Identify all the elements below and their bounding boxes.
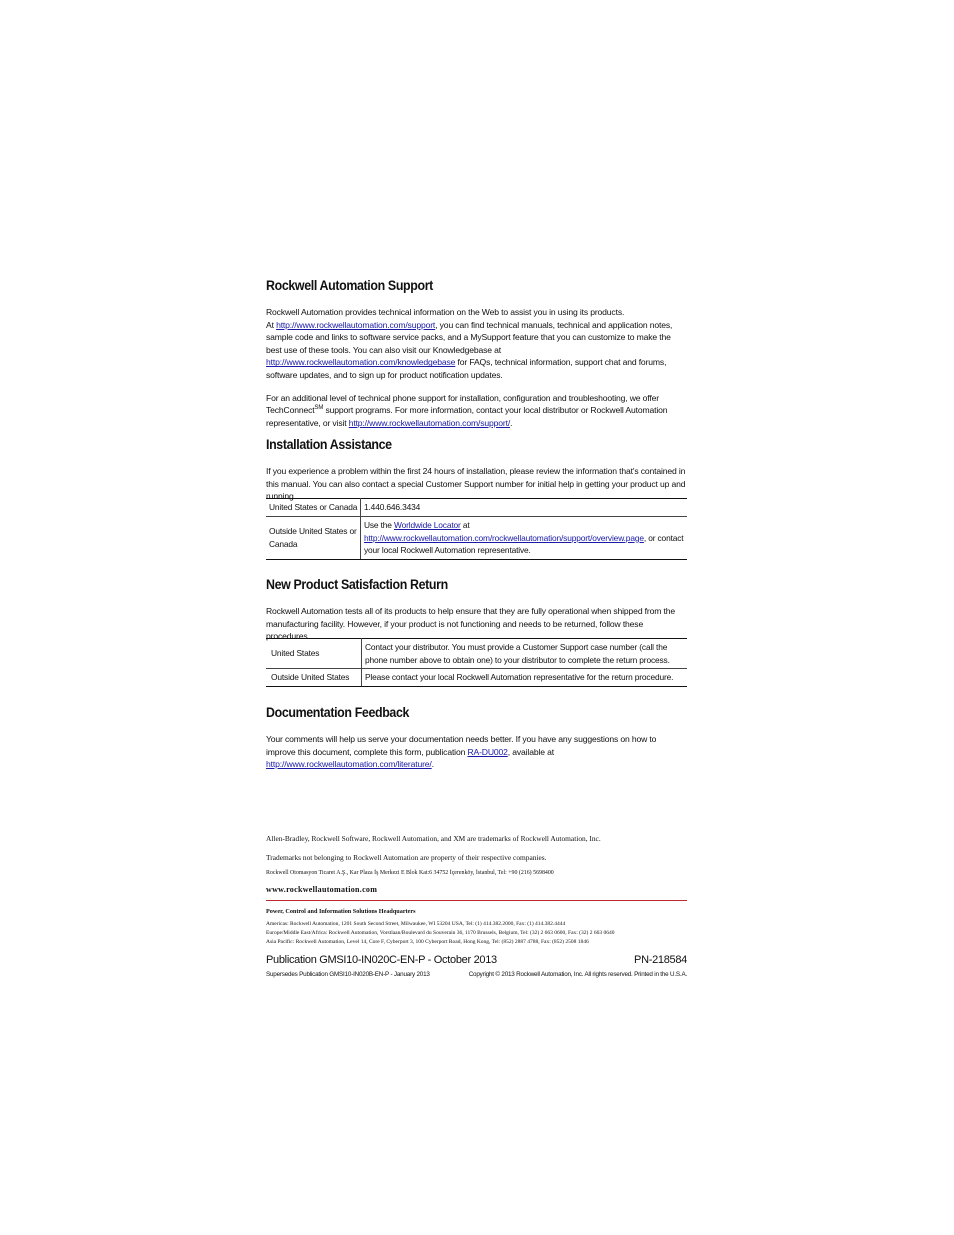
techconnect-text: For an additional level of technical phone support for installation, configuration and troubleshooting, we offer TechConnect — [266, 392, 659, 416]
feedback-heading: Documentation Feedback — [266, 705, 410, 720]
literature-link[interactable]: http://www.rockwellautomation.com/literature/ — [266, 759, 432, 770]
support-paragraph-2 — [266, 392, 687, 430]
support-period: . — [510, 417, 513, 428]
returns-paragraph: Rockwell Automation tests all of its products to help ensure that they are fully operational when shipped from the manufacturing facility. However, if your product is not functioning and needs to be returned, follow these procedures. — [266, 606, 676, 642]
available-text: , available at — [507, 746, 554, 757]
support-heading: Rockwell Automation Support — [266, 278, 433, 293]
feedback-text: Your comments will help us serve your documentation needs better. If you have any suggestions on how to improve this document, complete this form, publication — [266, 734, 657, 757]
use-text: Use the — [364, 520, 394, 530]
techconnect-more-text: support programs. For more information, contact your local distributor or Rockwell Automation representative, or visit — [266, 405, 668, 428]
emea-address: Europe/Middle East/Africa: Rockwell Automation, Vorstlaan/Boulevard du Souverain 36, 1170 Brussels, Belgium, Tel: (32) 2 663 0600, Fax: (32) 2 663 0640 — [266, 930, 615, 936]
americas-address: Americas: Rockwell Automation, 1201 South Second Street, Milwaukee, WI 53204 USA, Tel: (1) 414.382.2000, Fax: (1) 414.382.4444 — [266, 921, 566, 927]
support-link[interactable]: http://www.rockwellautomation.com/support — [276, 319, 436, 330]
phone-number: 1.440.646.3434 — [361, 499, 688, 517]
hq-title: Power, Control and Information Solutions Headquarters — [266, 908, 416, 915]
turkey-address: Rockwell Otomasyon Ticaret A.Ş., Kar Plaza İş Merkezi E Blok Kat:6 34752 İçerenköy, İstanbul, Tel: +90 (216) 5698400 — [266, 870, 554, 876]
table-cell-value: Contact your distributor. You must provide a Customer Support case number (call the phone number above to obtain one) to your distributor to complete the return process. — [362, 639, 688, 669]
copyright-notice: Copyright © 2013 Rockwell Automation, Inc. All rights reserved. Printed in the U.S.A. — [468, 971, 687, 978]
support-paragraph-1 — [266, 306, 687, 382]
table-row — [266, 499, 687, 517]
installation-paragraph: If you experience a problem within the first 24 hours of installation, please review the information that's contained in this manual. You can also contact a special Customer Support number for initial help in getting your product up and running. — [266, 466, 686, 502]
table-row — [266, 517, 687, 560]
table-cell-value: Please contact your local Rockwell Automation representative for the return procedure. — [362, 669, 688, 687]
returns-heading: New Product Satisfaction Return — [266, 577, 448, 592]
table-cell-label: United States — [266, 639, 362, 669]
installation-table — [266, 498, 687, 560]
returns-table — [266, 638, 687, 687]
contact-text: , or contact your local Rockwell Automation representative. — [364, 532, 684, 556]
knowledgebase-link[interactable]: http://www.rockwellautomation.com/knowledgebase — [266, 357, 456, 368]
table-cell-value — [361, 517, 688, 560]
worldwide-locator-link[interactable]: Worldwide Locator — [394, 520, 461, 530]
trademark-notice: Allen-Bradley, Rockwell Software, Rockwell Automation, and XM are trademarks of Rockwell Automation, Inc. — [266, 834, 601, 843]
at-text: at — [460, 520, 470, 530]
support-programs-link[interactable]: http://www.rockwellautomation.com/support/ — [348, 417, 511, 428]
support-intro-text: Rockwell Automation provides technical information on the Web to assist you in using its products. — [266, 307, 625, 317]
installation-heading: Installation Assistance — [266, 437, 392, 452]
trademark-other-notice: Trademarks not belonging to Rockwell Automation are property of their respective companies. — [266, 853, 547, 862]
publication-number: Publication GMSI10-IN020C-EN-P - October 2013 — [266, 954, 497, 966]
table-cell-label: United States or Canada — [266, 499, 361, 517]
feedback-paragraph — [266, 733, 687, 771]
support-overview-link[interactable]: http://www.rockwellautomation.com/rockwellautomation/support/overview.page — [364, 532, 644, 543]
supersedes-note: Supersedes Publication GMSI10-IN020B-EN-P - January 2013 — [266, 971, 430, 978]
service-mark: SM — [314, 405, 324, 412]
feedback-period: . — [431, 759, 434, 770]
website-url: www.rockwellautomation.com — [266, 885, 378, 894]
part-number: PN-218584 — [634, 954, 687, 966]
footer-rule — [266, 900, 687, 901]
table-row — [266, 669, 687, 687]
support-body-end-text: for FAQs, technical information, support chat and forums, software updates, and to sign up for product notification updates. — [266, 357, 667, 380]
support-body-text: , you can find technical manuals, technical and application notes, sample code and links to software service packs, and a MySupport feature that you can customize to make the best use of these tools. You can also visit our Knowledgebase at — [266, 319, 673, 355]
apac-address: Asia Pacific: Rockwell Automation, Level 14, Core F, Cyberport 3, 100 Cyberport Road, Hong Kong, Tel: (852) 2887 4788, Fax: (852) 2508 1846 — [266, 939, 589, 945]
support-section — [266, 306, 687, 429]
table-cell-label: Outside United States or Canada — [266, 517, 361, 560]
ra-du002-link[interactable]: RA-DU002 — [467, 746, 508, 757]
support-at-text: At — [266, 319, 277, 330]
table-row — [266, 639, 687, 669]
table-cell-label: Outside United States — [266, 669, 362, 687]
